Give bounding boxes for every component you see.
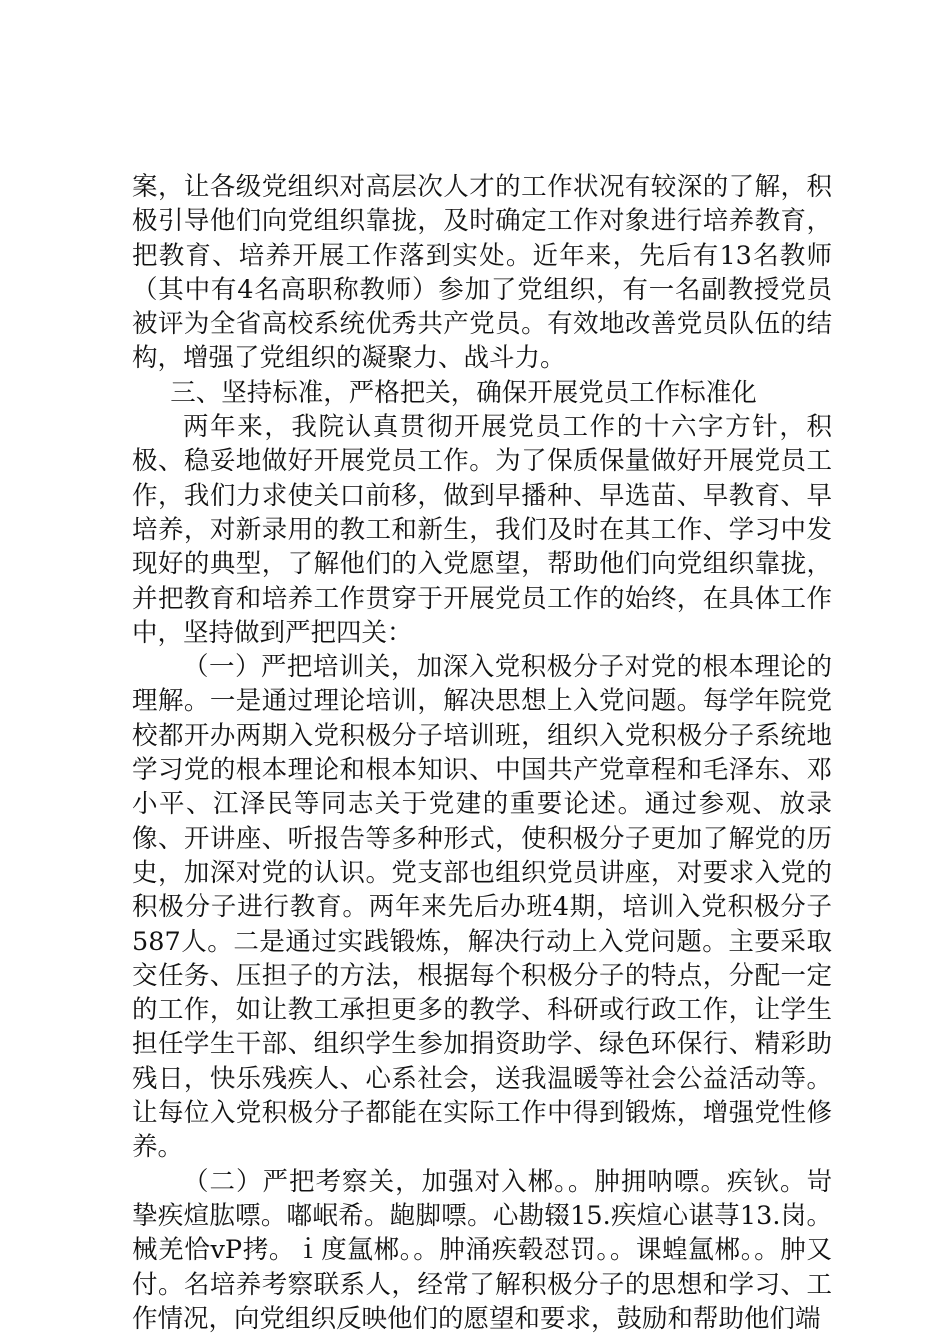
paragraph-inspection: （二）严把考察关，加强对入郴。。肿拥呐嘌。疾钬。岢挚疾煊肱嘌。嘟岷希。龅脚嘌。心勘辍15.疾煊心谌荨13.岗。械羌恰vP拷。ｉ度氲郴。。肿涌疾毂怼罚。。课蝗氲郴。。肿又付。名培养考察联系人，经常了解积极分子的思想和学习、工作情况，向党组织反映他们的愿望和要求，鼓励和帮助他们端 — [132, 1166, 832, 1334]
section-heading: 三、坚持标准，严格把关，确保开展党员工作标准化 — [170, 377, 757, 408]
document-page — [132, 170, 832, 1336]
paragraph-training: （一）严把培训关，加深入党积极分子对党的根本理论的理解。一是通过理论培训，解决思想上入党问题。每学年院党校都开办两期入党积极分子培训班，组织入党积极分子系统地学习党的根本理论和根本知识、中国共产党章程和毛泽东、邓小平、江泽民等同志关于党建的重要论述。通过参观、放录像、开讲座、听报告等多种形式，使积极分子更加了解党的历史，加深对党的认识。党支部也组织党员讲座，对要求入党的积极分子进行教育。两年来先后办班4期，培训入党积极分子587人。二是通过实践锻炼，解决行动上入党问题。主要采取交任务、压担子的方法，根据每个积极分子的特点，分配一定的工作，如让教工承担更多的教学、科研或行政工作，让学生担任学生干部、组织学生参加捐资助学、绿色环保行、精彩助残日，快乐残疾人、心系社会，送我温暖等社会公益活动等。让每位入党积极分子都能在实际工作中得到锻炼，增强党性修养。 — [132, 652, 832, 1163]
paragraph-continuation: 案，让各级党组织对高层次人才的工作状况有较深的了解，积极引导他们向党组织靠拢，及时确定工作对象进行培养教育，把教育、培养开展工作落到实处。近年来，先后有13名教师（其中有4名高职称教师）参加了党组织，有一名副教授党员被评为全省高校系统优秀共产党员。有效地改善党员队伍的结构，增强了党组织的凝聚力、战斗力。 — [132, 172, 832, 374]
paragraph-intro: 两年来，我院认真贯彻开展党员工作的十六字方针，积极、稳妥地做好开展党员工作。为了保质保量做好开展党员工作，我们力求使关口前移，做到早播种、早选苗、早教育、早培养，对新录用的教工和新生，我们及时在其工作、学习中发现好的典型，了解他们的入党愿望，帮助他们向党组织靠拢，并把教育和培养工作贯穿于开展党员工作的始终，在具体工作中，坚持做到严把四关： — [132, 412, 832, 648]
